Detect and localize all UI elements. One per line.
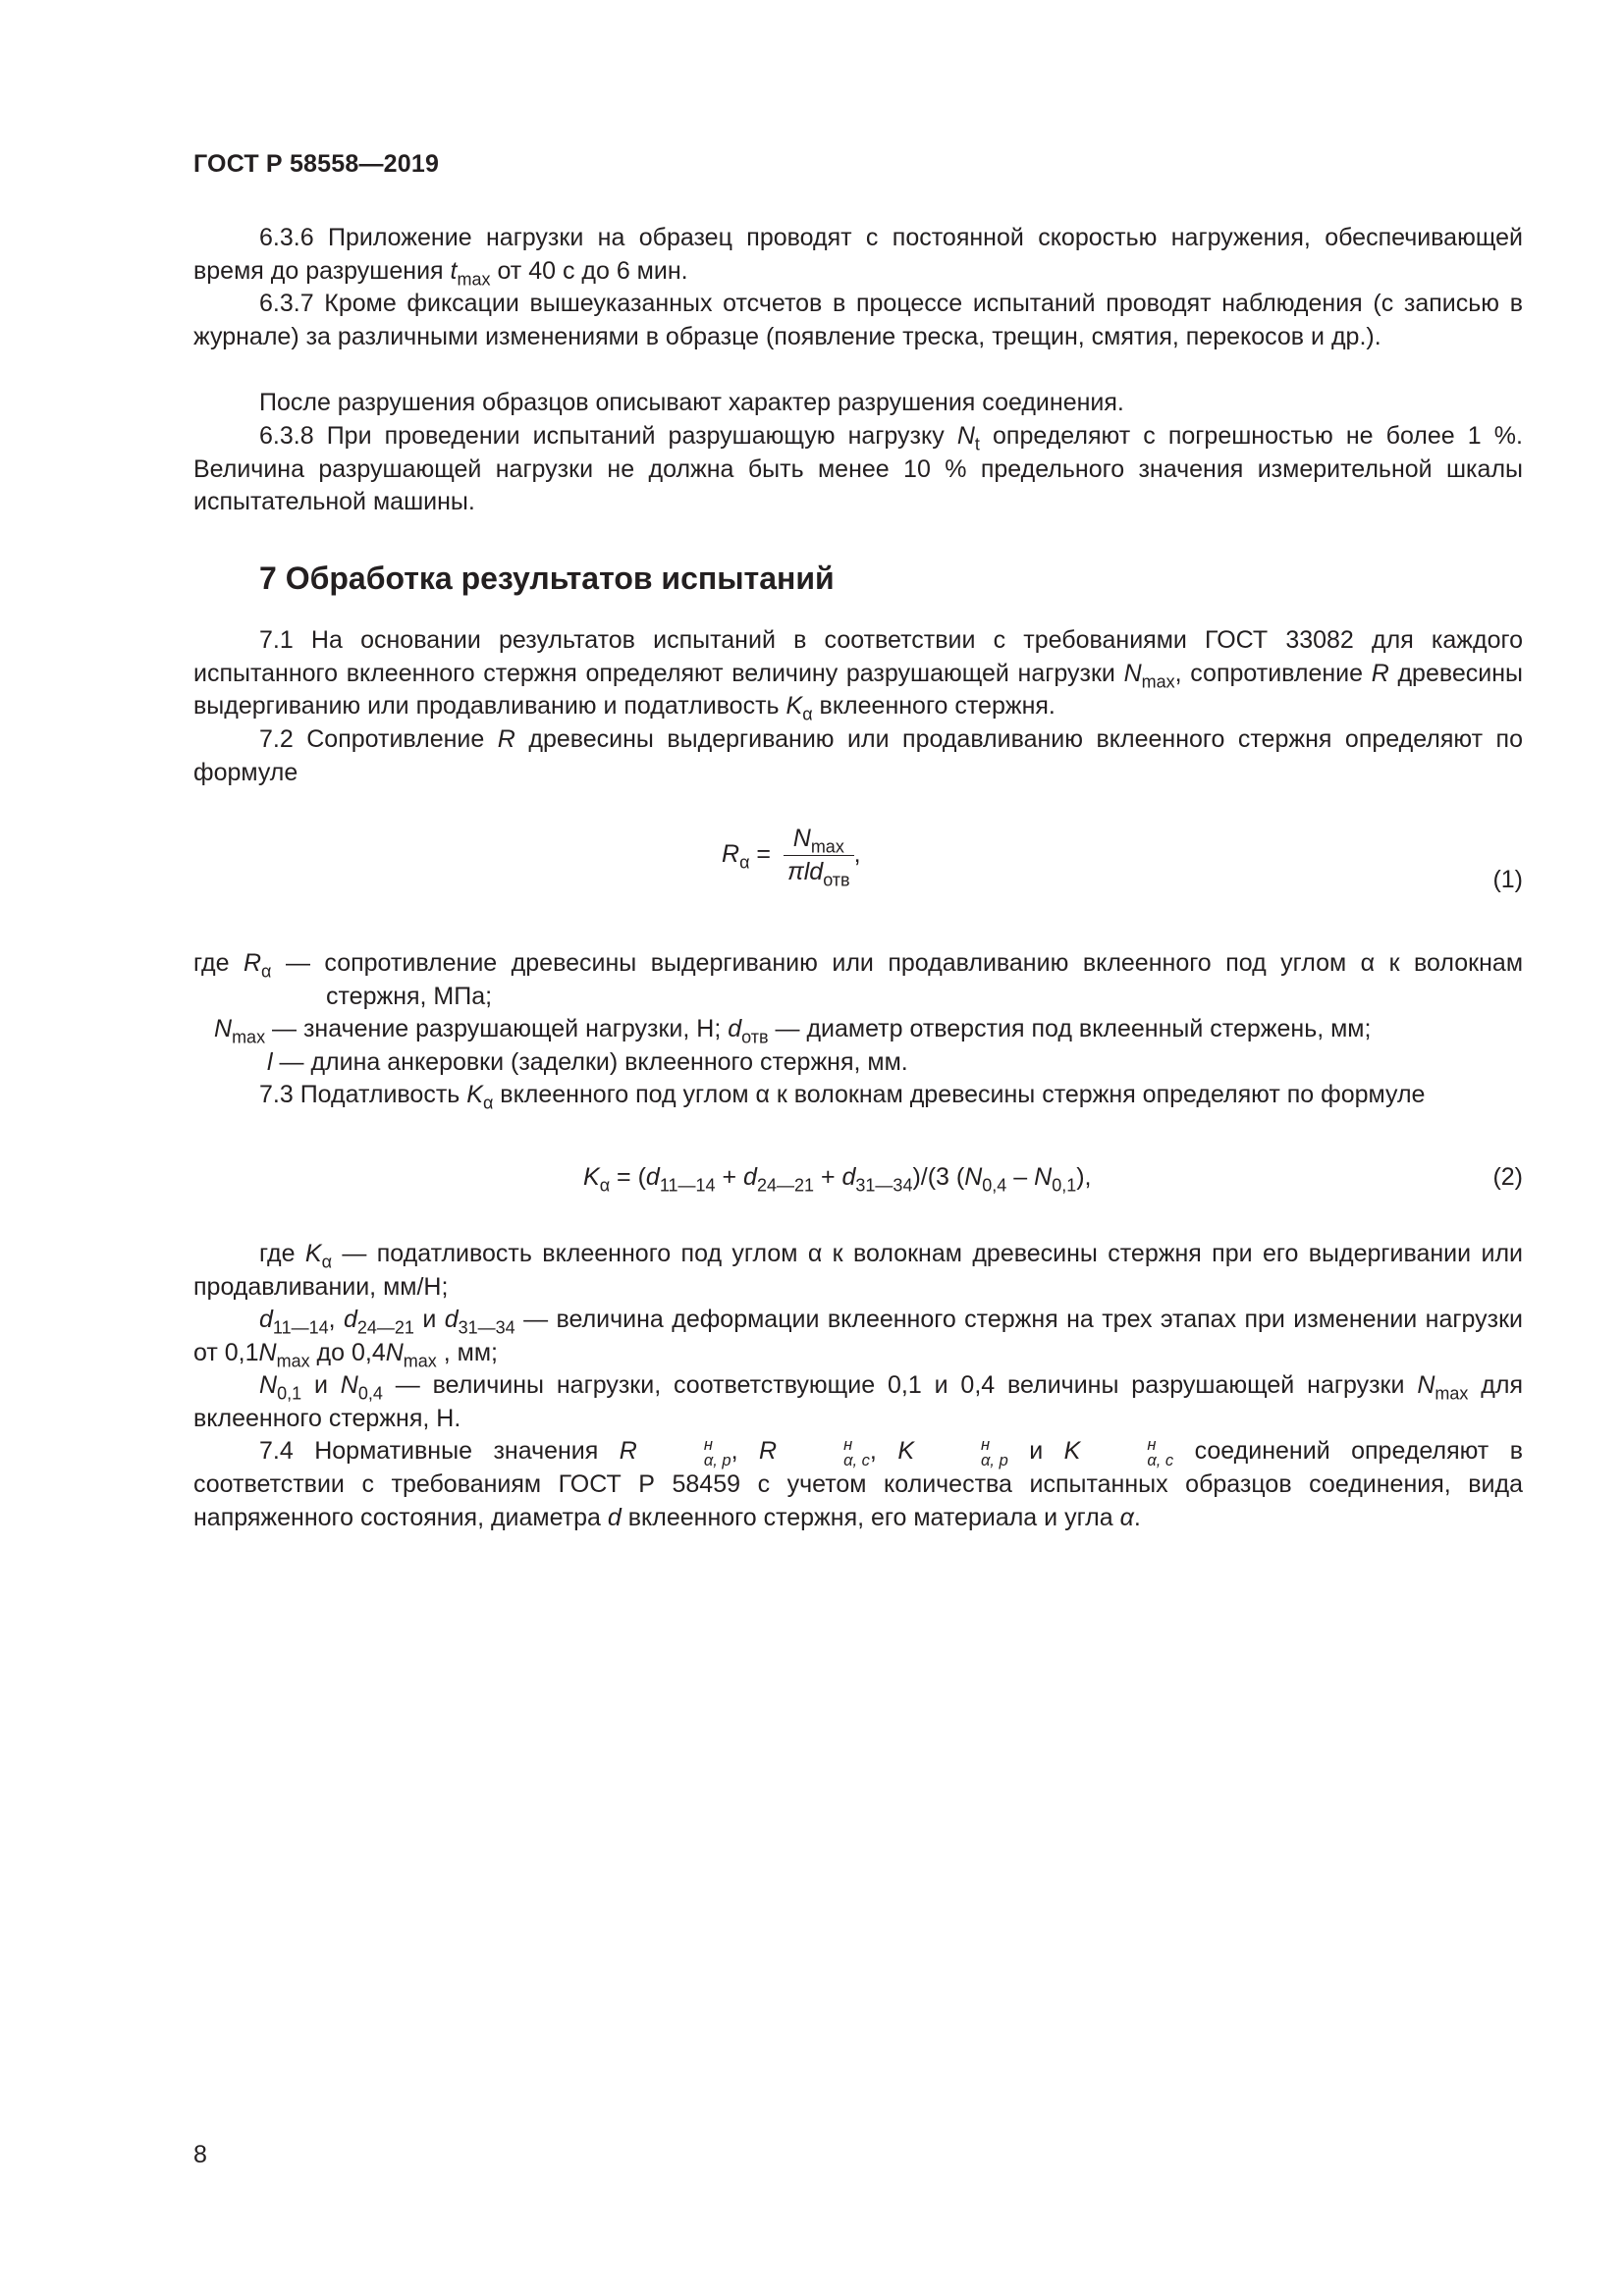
page-number: 8 <box>193 2141 207 2168</box>
where-1-line-2: $N_{max}$ — значение разрушающей нагрузки, Н; $d_{отв}$ — диаметр отверстия под вклеенный стержень, мм; <box>214 1015 1372 1047</box>
paragraph-6-3-7: 6.3.7 Кроме фиксации вышеуказанных отсчетов в процессе испытаний проводят наблюдения (с записью в журнале) за различными изменениями в образце (появление треска, трещин, смятия, перекосов и др.). <box>193 290 1523 350</box>
document-header: ГОСТ Р 58558—2019 <box>193 150 440 178</box>
formula-2: $K_\alpha = (d_{11—14} + d_{24—21} + d_{31—34})/(3$ $(N_{0,4} - N_{0,1})$, <box>583 1163 1092 1196</box>
formula-1-fraction: $\frac{N_{max}}{\pi ld_{отв}}$ <box>784 825 854 886</box>
paragraph-6-3-6: 6.3.6 Приложение нагрузки на образец проводят с постоянной скоростью нагружения, обеспечивающей время до разрушения $t_{max}$ от 40 с до 6 мин. <box>193 224 1523 289</box>
where-1-line-1: где $R_\alpha$ — сопротивление древесины выдергиванию или продавливанию вклеенного под углом α к волокнам стержня, МПа; <box>193 949 1524 1010</box>
where-2-line-2: $d_{11—14}$, $d_{24—21}$ и $d_{31—34}$ — величина деформации вклеенного стержня на трех этапах при изменении нагрузки от $0,1N_{max}$ до $0,4N_{max}$ , мм; <box>193 1306 1523 1370</box>
formula-2-number: (2) <box>1492 1163 1523 1191</box>
where-2-line-3: $N_{0,1}$ и $N_{0,4}$ — величины нагрузки, соответствующие 0,1 и 0,4 величины разрушающей нагрузки $N_{max}$ для вклеенного стержня, Н. <box>193 1371 1523 1432</box>
paragraph-6-3-8: 6.3.8 При проведении испытаний разрушающую нагрузку $N_t$ определяют с погрешностью не более 1 %. Величина разрушающей нагрузки не должна быть менее 10 % предельного значения измерительной шкалы испытательной машины. <box>193 422 1523 515</box>
paragraph-7-2: 7.2 Сопротивление R древесины выдергиванию или продавливанию вклеенного стержня определяют по формуле <box>193 725 1524 786</box>
formula-1-number: (1) <box>1492 866 1523 893</box>
paragraph-7-4: 7.4 Нормативные значения R н α, p , R н α, c , K н α, p и K н α, c соединений определяют в соответствии с требованиям ГОСТ Р 58459 с учетом количества испытанных образцов соединения, вида напряженного состояния, диаметра d вклеенного стержня, его материала и угла α. <box>193 1435 1523 1531</box>
formula-1: $R_\alpha$ = $\frac{N_{max}}{\pi ld_{отв}}$ , <box>722 825 861 890</box>
paragraph-7-1: 7.1 На основании результатов испытаний в соответствии с требованиями ГОСТ 33082 для каждого испытанного вклеенного стержня определяют величину разрушающей нагрузки $N_{max}$, сопротивление R древесины выдергиванию или продавливанию и податливость $K_\alpha$ вклеенного стержня. <box>193 626 1523 724</box>
section-7-heading: 7 Обработка результатов испытаний <box>259 561 835 596</box>
where-1-line-3: l — длина анкеровки (заделки) вклеенного стержня, мм. <box>267 1048 908 1076</box>
paragraph-after-destruction: После разрушения образцов описывают характер разрушения соединения. <box>259 389 1124 416</box>
where-2-line-1: где $K_\alpha$ — податливость вклеенного под углом α к волокнам древесины стержня при его выдергивании или продавливании, мм/Н; <box>193 1240 1523 1301</box>
paragraph-7-3: 7.3 Податливость $K_\alpha$ вклеенного под углом α к волокнам древесины стержня определяют по формуле <box>259 1081 1426 1113</box>
